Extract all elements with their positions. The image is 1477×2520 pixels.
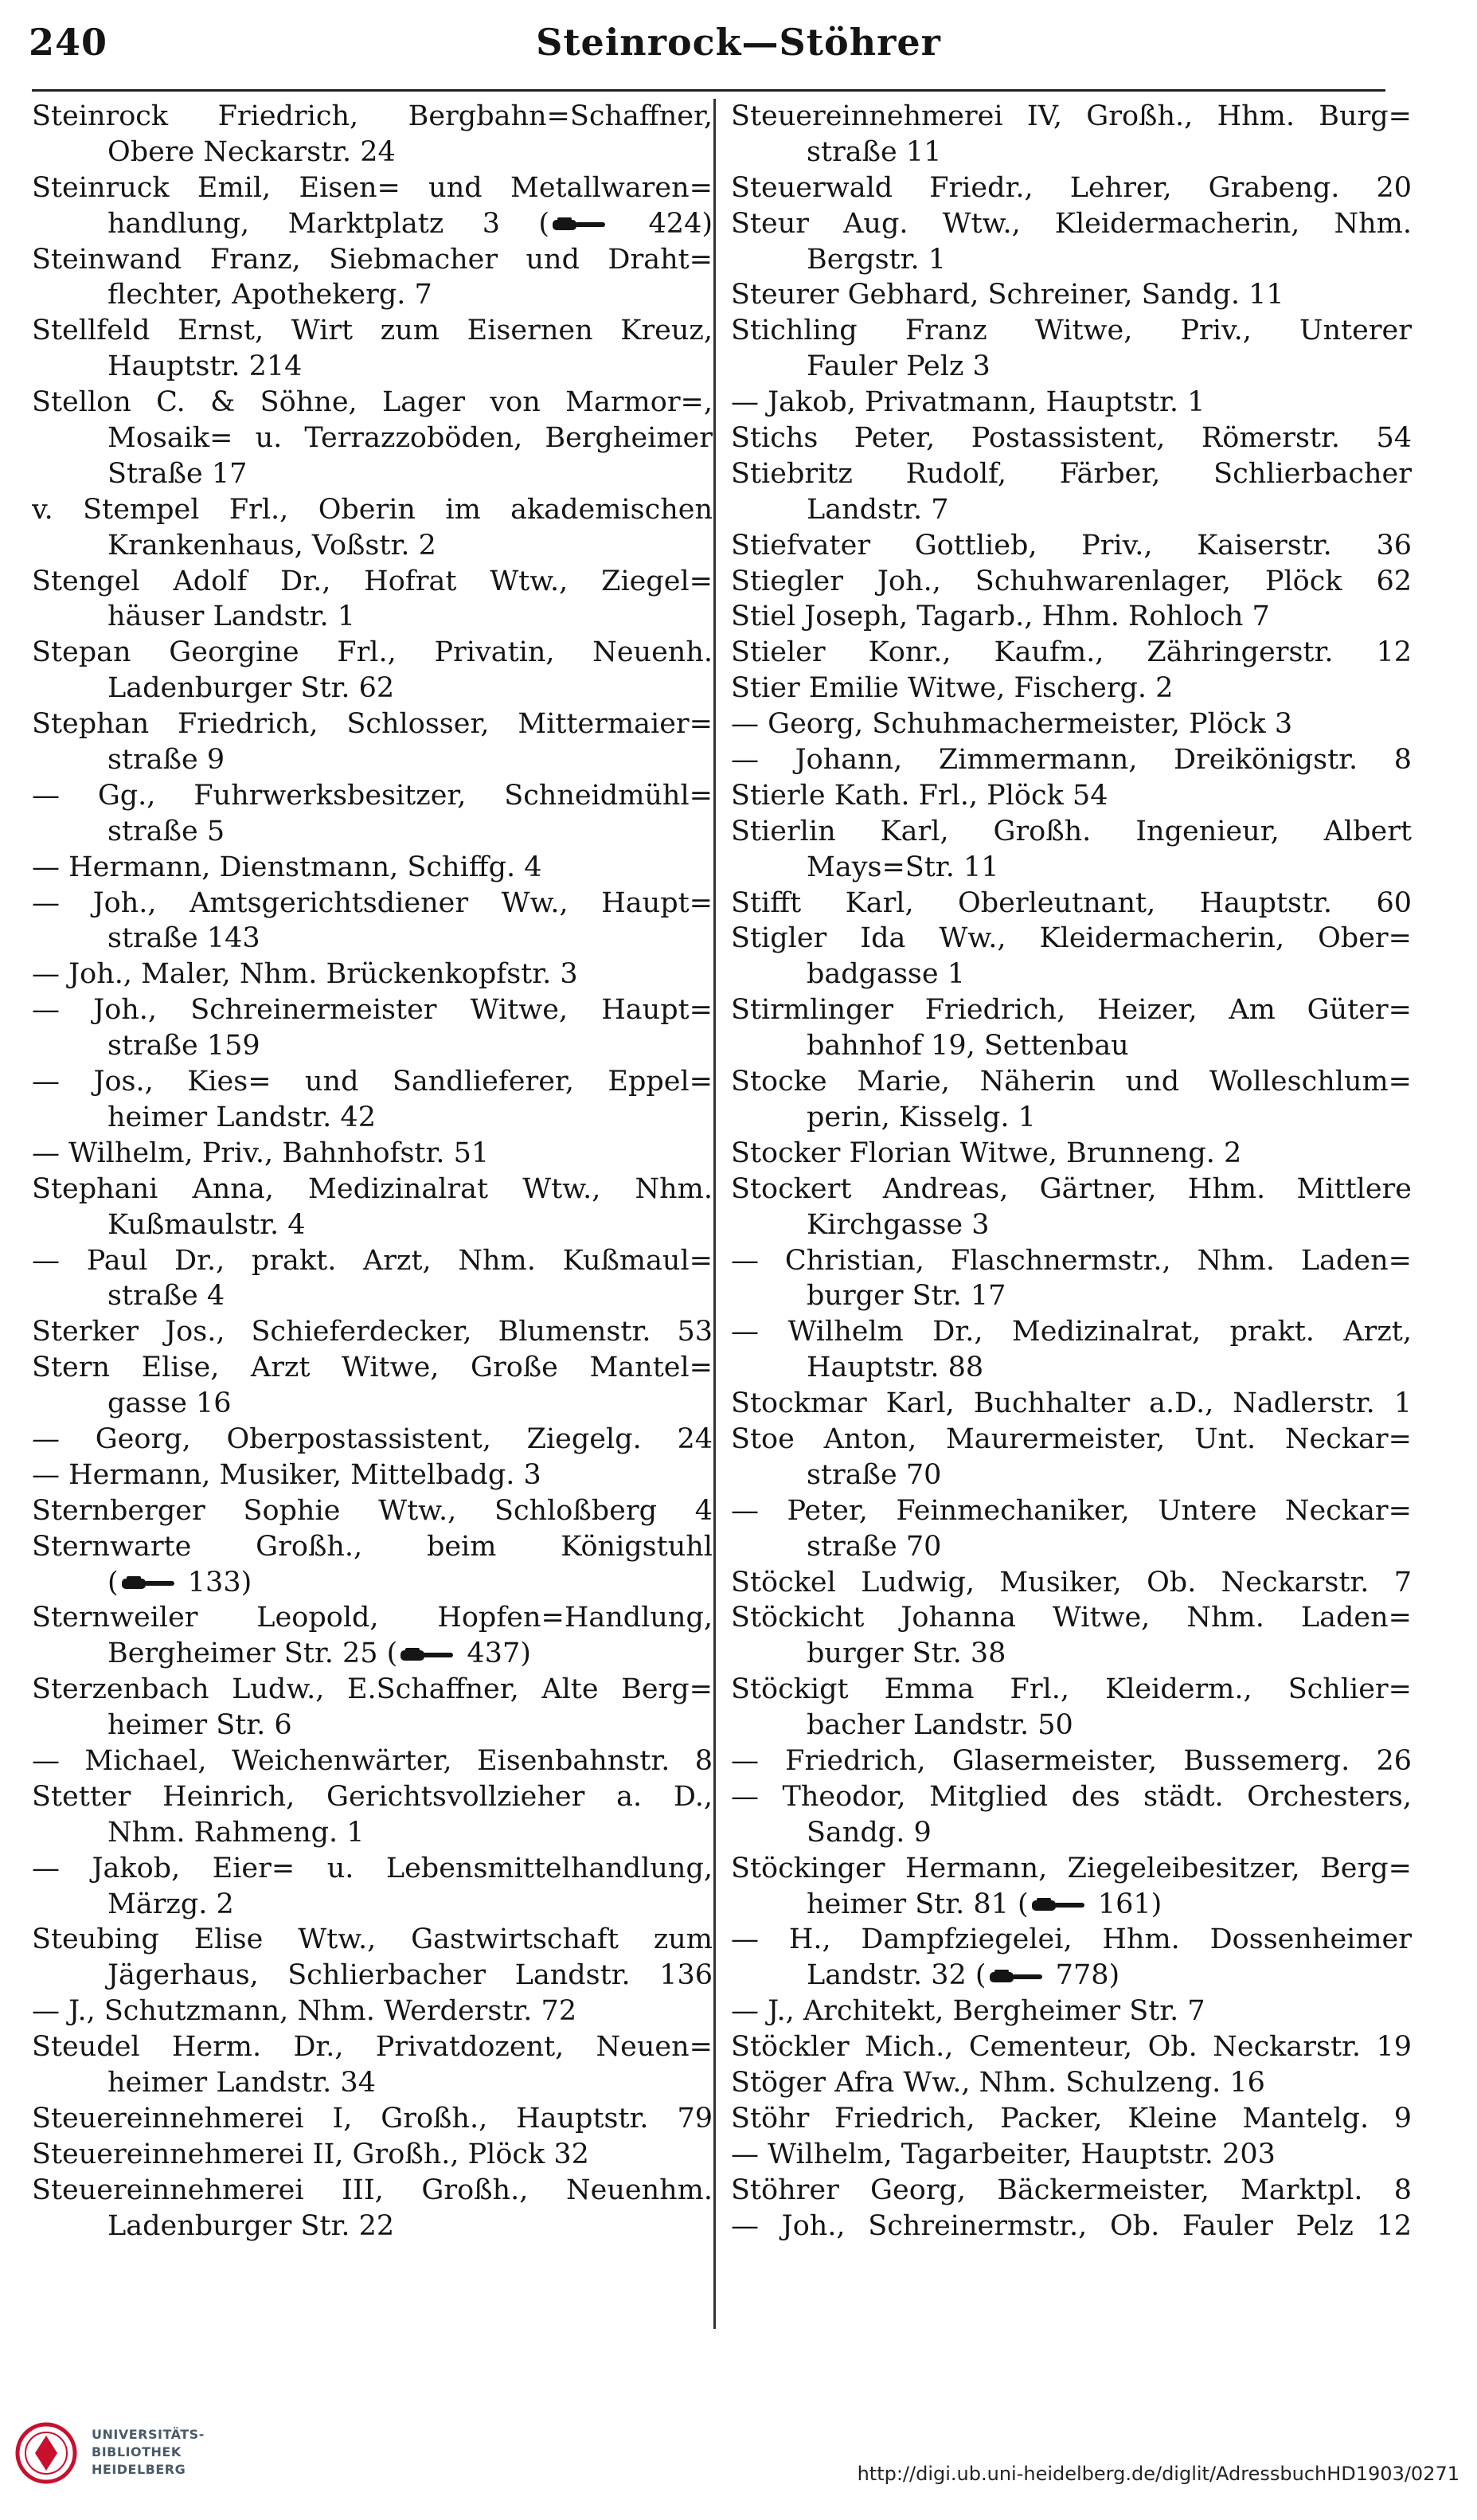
entry-line: Stockmar Karl, Buchhalter a.D., Nadlerstr. 1 [731,1387,1412,1420]
column-divider [713,99,716,2329]
entry-line: — Georg, Schuhmachermeister, Plöck 3 [731,708,1293,741]
entry-line: — Joh., Schreinermstr., Ob. Fauler Pelz 12 [731,2209,1412,2242]
entry-line: Steurer Gebhard, Schreiner, Sandg. 11 [731,279,1284,311]
entry-continuation-line: Nhm. Rahmeng. 1 [107,1816,365,1849]
entry-line: — Joh., Schreinermeister Witwe, Haupt= [32,994,713,1027]
entry-continuation-line: Obere Neckarstr. 24 [107,135,396,168]
library-line: UNIVERSITÄTS- [92,2427,205,2442]
entry-line: Stocke Marie, Näherin und Wolleschlum= [731,1066,1412,1098]
entry-continuation-line: ( 133) [107,1566,252,1598]
entry-line: Steuerwald Friedr., Lehrer, Grabeng. 20 [731,171,1412,204]
entry-continuation-line: straße 9 [107,744,225,777]
entry-continuation-line: Kußmaulstr. 4 [107,1208,306,1241]
entry-continuation-line: bacher Landstr. 50 [807,1709,1073,1742]
entry-line: — Friedrich, Glasermeister, Bussemerg. 26 [731,1744,1412,1777]
entry-continuation-line: Bergheimer Str. 25 ( 437) [107,1638,531,1670]
pointing-hand-icon [1030,1896,1088,1914]
entry-continuation-line: straße 159 [107,1030,260,1062]
entry-continuation-line: Krankenhaus, Voßstr. 2 [107,529,436,562]
entry-line: Stiefvater Gottlieb, Priv., Kaiserstr. 36 [731,529,1412,562]
entry-line: Stoe Anton, Maurermeister, Unt. Neckar= [731,1422,1412,1455]
page-number: 240 [29,21,108,64]
entry-continuation-line: bahnhof 19, Settenbau [807,1030,1129,1062]
entry-continuation-line: heimer Str. 81 ( 161) [807,1888,1162,1920]
entry-line: Stengel Adolf Dr., Hofrat Wtw., Ziegel= [32,565,713,597]
entry-line: Stiebritz Rudolf, Färber, Schlierbacher [731,457,1412,490]
library-line: BIBLIOTHEK [92,2444,182,2459]
entry-line: — Michael, Weichenwärter, Eisenbahnstr. 8 [32,1744,713,1777]
entry-line: Stöckler Mich., Cementeur, Ob. Neckarstr. 19 [731,2031,1412,2064]
entry-line: Sterzenbach Ludw., E.Schaffner, Alte Berg= [32,1673,713,1706]
entry-continuation-line: straße 11 [807,135,942,168]
entry-line: Steinrock Friedrich, Bergbahn=Schaffner, [32,100,713,132]
entry-continuation-line: Hauptstr. 214 [107,350,303,383]
entry-line: — Peter, Feinmechaniker, Untere Neckar= [731,1494,1412,1527]
entry-line: — Jakob, Privatmann, Hauptstr. 1 [731,386,1205,419]
entry-continuation-line: flechter, Apothekerg. 7 [107,279,432,311]
entry-line: — Joh., Amtsgerichtsdiener Ww., Haupt= [32,886,713,919]
entry-line: Steuereinnehmerei III, Großh., Neuenhm. [32,2174,713,2206]
entry-line: v. Stempel Frl., Oberin im akademischen [32,493,713,526]
entry-continuation-line: heimer Str. 6 [107,1709,292,1742]
entry-line: Stiegler Joh., Schuhwarenlager, Plöck 62 [731,565,1412,597]
entry-line: Stiel Joseph, Tagarb., Hhm. Rohloch 7 [731,601,1270,633]
entry-line: — Christian, Flaschnermstr., Nhm. Laden= [731,1244,1412,1277]
entry-line: Stöger Afra Ww., Nhm. Schulzeng. 16 [731,2066,1265,2099]
pointing-hand-icon [399,1646,456,1664]
source-url-link[interactable]: http://digi.ub.uni-heidelberg.de/diglit/AdressbuchHD1903/0271 [857,2463,1459,2485]
entry-line: — Joh., Maler, Nhm. Brückenkopfstr. 3 [32,958,578,991]
left-column [32,99,713,2345]
entry-line: Steuereinnehmerei II, Großh., Plöck 32 [32,2138,589,2170]
entry-line: Stern Elise, Arzt Witwe, Große Mantel= [32,1352,713,1384]
entry-line: Stierlin Karl, Großh. Ingenieur, Albert [731,815,1412,847]
entry-continuation-line: Landstr. 7 [807,493,949,526]
entry-line: Stöckel Ludwig, Musiker, Ob. Neckarstr. 7 [731,1566,1412,1598]
entry-line: — J., Architekt, Bergheimer Str. 7 [731,1995,1205,2028]
entry-continuation-line: heimer Landstr. 42 [107,1101,376,1133]
entry-line: — Wilhelm Dr., Medizinalrat, prakt. Arzt, [731,1316,1412,1348]
entry-line: — H., Dampfziegelei, Hhm. Dossenheimer [731,1923,1412,1956]
entry-continuation-line: Märzg. 2 [107,1888,234,1920]
entry-line: Stichs Peter, Postassistent, Römerstr. 54 [731,422,1412,455]
entry-line: Steinruck Emil, Eisen= und Metallwaren= [32,171,713,204]
entry-line: Stocker Florian Witwe, Brunneng. 2 [731,1137,1242,1169]
entry-line: — Hermann, Dienstmann, Schiffg. 4 [32,851,542,883]
library-name [92,2426,267,2479]
entry-line: Stöckinger Hermann, Ziegeleibesitzer, Berg= [731,1852,1412,1884]
right-column [731,99,1412,2345]
entry-line: Stellon C. & Söhne, Lager von Marmor=, [32,386,713,419]
entry-continuation-line: badgasse 1 [807,958,965,991]
heidelberg-seal-icon [14,2421,78,2485]
entry-line: Stier Emilie Witwe, Fischerg. 2 [731,672,1174,705]
entry-line: Sterker Jos., Schieferdecker, Blumenstr. 53 [32,1316,713,1348]
entry-line: — Georg, Oberpostassistent, Ziegelg. 24 [32,1422,713,1455]
entry-line: Stieler Konr., Kaufm., Zähringerstr. 12 [731,636,1412,669]
entry-continuation-line: Bergstr. 1 [807,243,946,276]
entry-line: Steuereinnehmerei IV, Großh., Hhm. Burg= [731,100,1412,132]
entry-line: Stichling Franz Witwe, Priv., Unterer [731,315,1412,347]
entry-line: — Jos., Kies= und Sandlieferer, Eppel= [32,1066,713,1098]
entry-continuation-line: Kirchgasse 3 [807,1208,990,1241]
entry-continuation-line: perin, Kisselg. 1 [807,1101,1036,1133]
entry-line: — Jakob, Eier= u. Lebensmittelhandlung, [32,1852,713,1884]
entry-continuation-line: Sandg. 9 [807,1816,932,1849]
entry-continuation-line: Jägerhaus, Schlierbacher Landstr. 136 [107,1959,713,1992]
entry-continuation-line: straße 5 [107,815,225,847]
entry-line: Steinwand Franz, Siebmacher und Draht= [32,243,713,276]
entry-line: Stöhrer Georg, Bäckermeister, Marktpl. 8 [731,2174,1412,2206]
entry-continuation-line: gasse 16 [107,1387,232,1420]
entry-continuation-line: Landstr. 32 ( 778) [807,1959,1120,1992]
entry-line: — Wilhelm, Tagarbeiter, Hauptstr. 203 [731,2138,1276,2170]
entry-line: Stöckicht Johanna Witwe, Nhm. Laden= [731,1602,1412,1634]
entry-line: Stöckigt Emma Frl., Kleiderm., Schlier= [731,1673,1412,1706]
entry-line: Steudel Herm. Dr., Privatdozent, Neuen= [32,2031,713,2064]
entry-continuation-line: Fauler Pelz 3 [807,350,991,383]
entry-line: Stetter Heinrich, Gerichtsvollzieher a. D., [32,1780,713,1813]
entry-continuation-line: heimer Landstr. 34 [107,2066,376,2099]
library-line: HEIDELBERG [92,2462,186,2477]
entry-line: Stöhr Friedrich, Packer, Kleine Mantelg. 9 [731,2102,1412,2135]
entry-continuation-line: Mosaik= u. Terrazzoböden, Bergheimer [107,422,713,455]
pointing-hand-icon [120,1575,178,1592]
entry-line: Steubing Elise Wtw., Gastwirtschaft zum [32,1923,713,1956]
entry-line: — Wilhelm, Priv., Bahnhofstr. 51 [32,1137,490,1169]
entry-line: Stepan Georgine Frl., Privatin, Neuenh. [32,636,713,669]
entry-continuation-line: Ladenburger Str. 62 [107,672,395,705]
entry-line: Stirmlinger Friedrich, Heizer, Am Güter= [731,994,1412,1027]
entry-continuation-line: straße 4 [107,1280,225,1313]
entry-line: Stockert Andreas, Gärtner, Hhm. Mittlere [731,1172,1412,1205]
entry-continuation-line: handlung, Marktplatz 3 ( 424) [107,207,713,240]
entry-line: Stephani Anna, Medizinalrat Wtw., Nhm. [32,1172,713,1205]
entry-line: — Gg., Fuhrwerksbesitzer, Schneidmühl= [32,779,713,812]
pointing-hand-icon [988,1968,1045,1986]
entry-line: Sternweiler Leopold, Hopfen=Handlung, [32,1602,713,1634]
entry-line: — J., Schutzmann, Nhm. Werderstr. 72 [32,1995,577,2028]
entry-line: Stierle Kath. Frl., Plöck 54 [731,779,1108,812]
entry-continuation-line: straße 143 [107,922,260,955]
running-header: Steinrock—Stöhrer [536,21,941,64]
entry-line: Steuereinnehmerei I, Großh., Hauptstr. 79 [32,2102,713,2135]
entry-line: Sternberger Sophie Wtw., Schloßberg 4 [32,1494,713,1527]
entry-continuation-line: burger Str. 38 [807,1638,1006,1670]
entry-line: Stephan Friedrich, Schlosser, Mittermaier= [32,708,713,741]
entry-line: Stigler Ida Ww., Kleidermacherin, Ober= [731,922,1412,955]
entry-line: — Hermann, Musiker, Mittelbadg. 3 [32,1458,541,1491]
entry-continuation-line: straße 70 [807,1458,942,1491]
entry-continuation-line: Ladenburger Str. 22 [107,2209,395,2242]
entry-continuation-line: Mays=Str. 11 [807,851,999,883]
entry-line: Steur Aug. Wtw., Kleidermacherin, Nhm. [731,207,1412,240]
pointing-hand-icon [551,216,608,233]
entry-line: — Theodor, Mitglied des städt. Orchesters, [731,1780,1412,1813]
header-rule [32,89,1385,92]
entry-line: Stifft Karl, Oberleutnant, Hauptstr. 60 [731,886,1412,919]
entry-continuation-line: straße 70 [807,1530,942,1563]
entry-line: Sternwarte Großh., beim Königstuhl [32,1530,713,1563]
entry-continuation-line: häuser Landstr. 1 [107,601,355,633]
entry-continuation-line: Straße 17 [107,457,248,490]
entry-line: — Paul Dr., prakt. Arzt, Nhm. Kußmaul= [32,1244,713,1277]
entry-line: — Johann, Zimmermann, Dreikönigstr. 8 [731,744,1412,777]
entry-line: Stellfeld Ernst, Wirt zum Eisernen Kreuz, [32,315,713,347]
entry-continuation-line: Hauptstr. 88 [807,1352,984,1384]
entry-continuation-line: burger Str. 17 [807,1280,1006,1313]
